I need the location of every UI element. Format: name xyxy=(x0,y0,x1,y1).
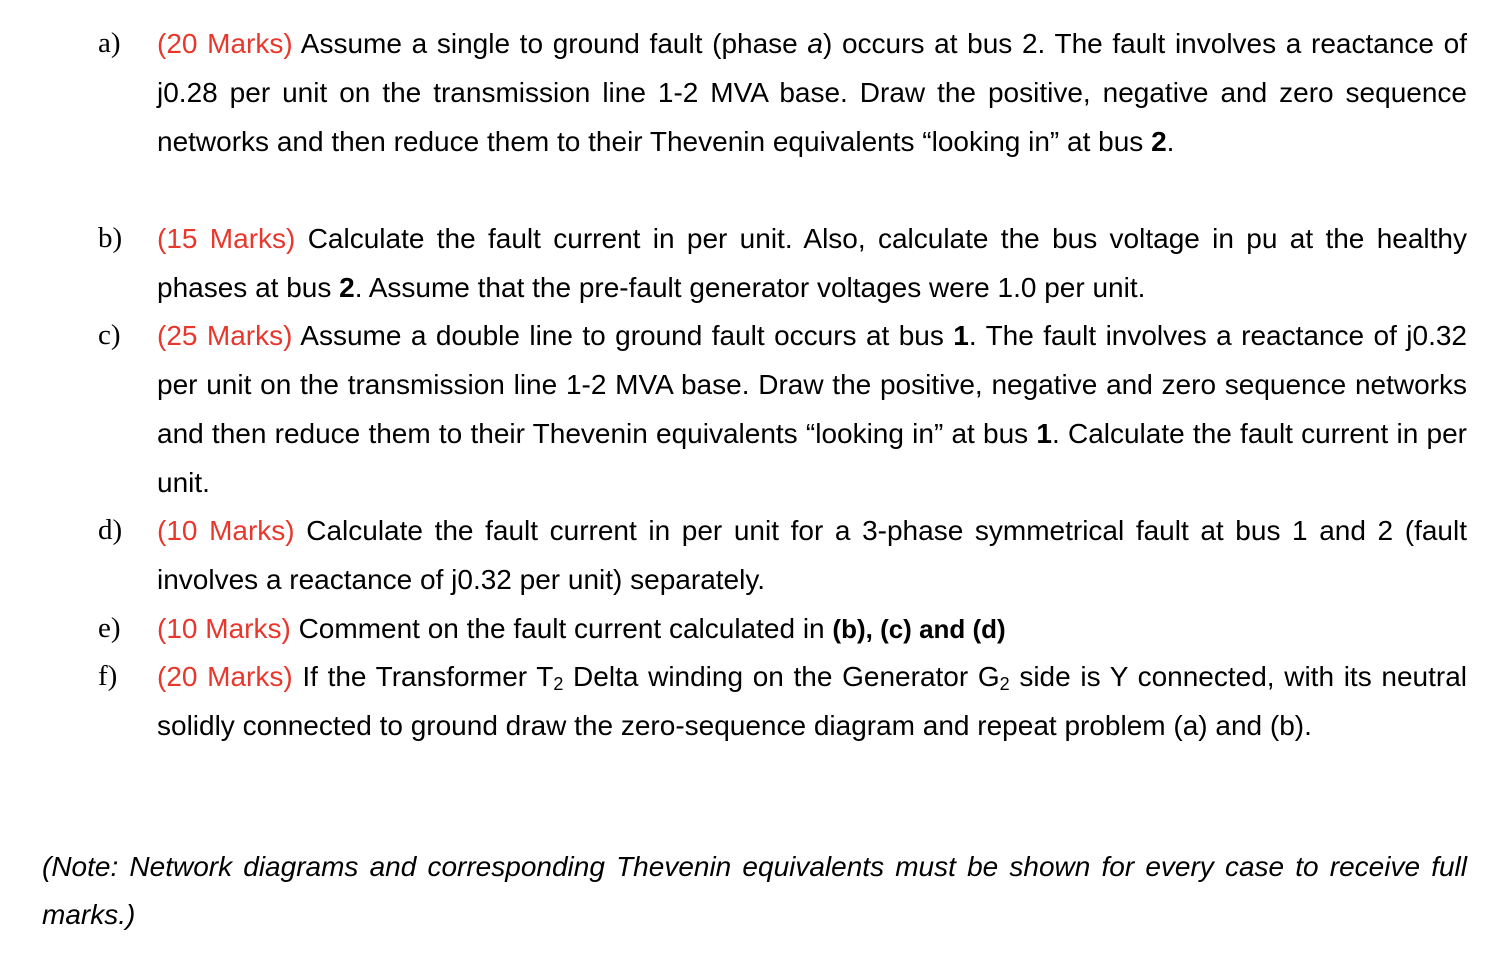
text-run: If the Transformer T xyxy=(292,661,554,692)
reference-parts: (b), (c) and (d) xyxy=(832,614,1006,644)
marks-label: (10 Marks) xyxy=(157,515,295,546)
question-letter: f) xyxy=(98,660,118,692)
subscript: 2 xyxy=(999,674,1010,694)
phase-symbol: a xyxy=(807,28,823,59)
text-run: Assume a single to ground fault (phase xyxy=(292,28,808,59)
marks-label: (20 Marks) xyxy=(157,661,293,692)
bus-number: 1 xyxy=(953,320,969,351)
bus-number: 1 xyxy=(1036,418,1052,449)
text-run: . xyxy=(1166,126,1175,157)
marks-label: (15 Marks) xyxy=(157,223,296,254)
question-text xyxy=(157,604,1467,654)
text-run: ) occurs at bus 2. The fault involves a reactance of j0.28 per unit on the transmission line 1-2 MVA base. Draw the positive, negative and zero sequence networks and then reduce them to their Thevenin equivalents “looking in” at bus xyxy=(157,28,1468,157)
question-text xyxy=(157,506,1467,604)
text-run: . Assume that the pre-fault generator voltages were 1.0 per unit. xyxy=(354,272,1146,303)
marks-label: (20 Marks) xyxy=(157,28,293,59)
question-text xyxy=(157,214,1467,312)
question-text xyxy=(157,19,1467,166)
marks-label: (10 Marks) xyxy=(157,613,291,644)
text-run: Calculate the fault current in per unit. Also, calculate the bus voltage in pu at the healthy phases at bus xyxy=(157,223,1468,303)
marks-label: (25 Marks) xyxy=(157,320,293,351)
question-letter: a) xyxy=(98,27,121,59)
text-run: side is Y connected, with its neutral solidly connected to ground draw the zero-sequence diagram and repeat problem (a) and (b). xyxy=(157,661,1467,741)
question-letter: e) xyxy=(98,612,121,644)
question-letter: d) xyxy=(98,514,123,546)
text-run: . Calculate the fault current in per unit. xyxy=(157,418,1467,498)
question-letter: c) xyxy=(98,319,121,351)
note-text: (Note: Network diagrams and corresponding Thevenin equivalents must be shown for every case to receive full marks.) xyxy=(42,851,1467,930)
question-letter: b) xyxy=(98,222,123,254)
question-text xyxy=(157,311,1467,507)
subscript: 2 xyxy=(553,674,564,694)
text-run: . The fault involves a reactance of j0.32 per unit on the transmission line 1-2 MVA base. Draw the positive, negative and zero sequence networks and then reduce them to their Thevenin equivalents “looking in” at bus xyxy=(157,320,1468,449)
bus-number: 2 xyxy=(339,272,355,303)
text-run: Delta winding on the Generator G xyxy=(563,661,1000,692)
text-run: Calculate the fault current in per unit for a 3-phase symmetrical fault at bus 1 and 2 (fault involves a reactance of j0.32 per unit) separately. xyxy=(157,515,1467,595)
text-run: Assume a double line to ground fault occurs at bus xyxy=(292,320,954,351)
bus-number: 2 xyxy=(1151,126,1167,157)
question-text xyxy=(157,652,1467,750)
text-run: Comment on the fault current calculated in xyxy=(290,613,833,644)
